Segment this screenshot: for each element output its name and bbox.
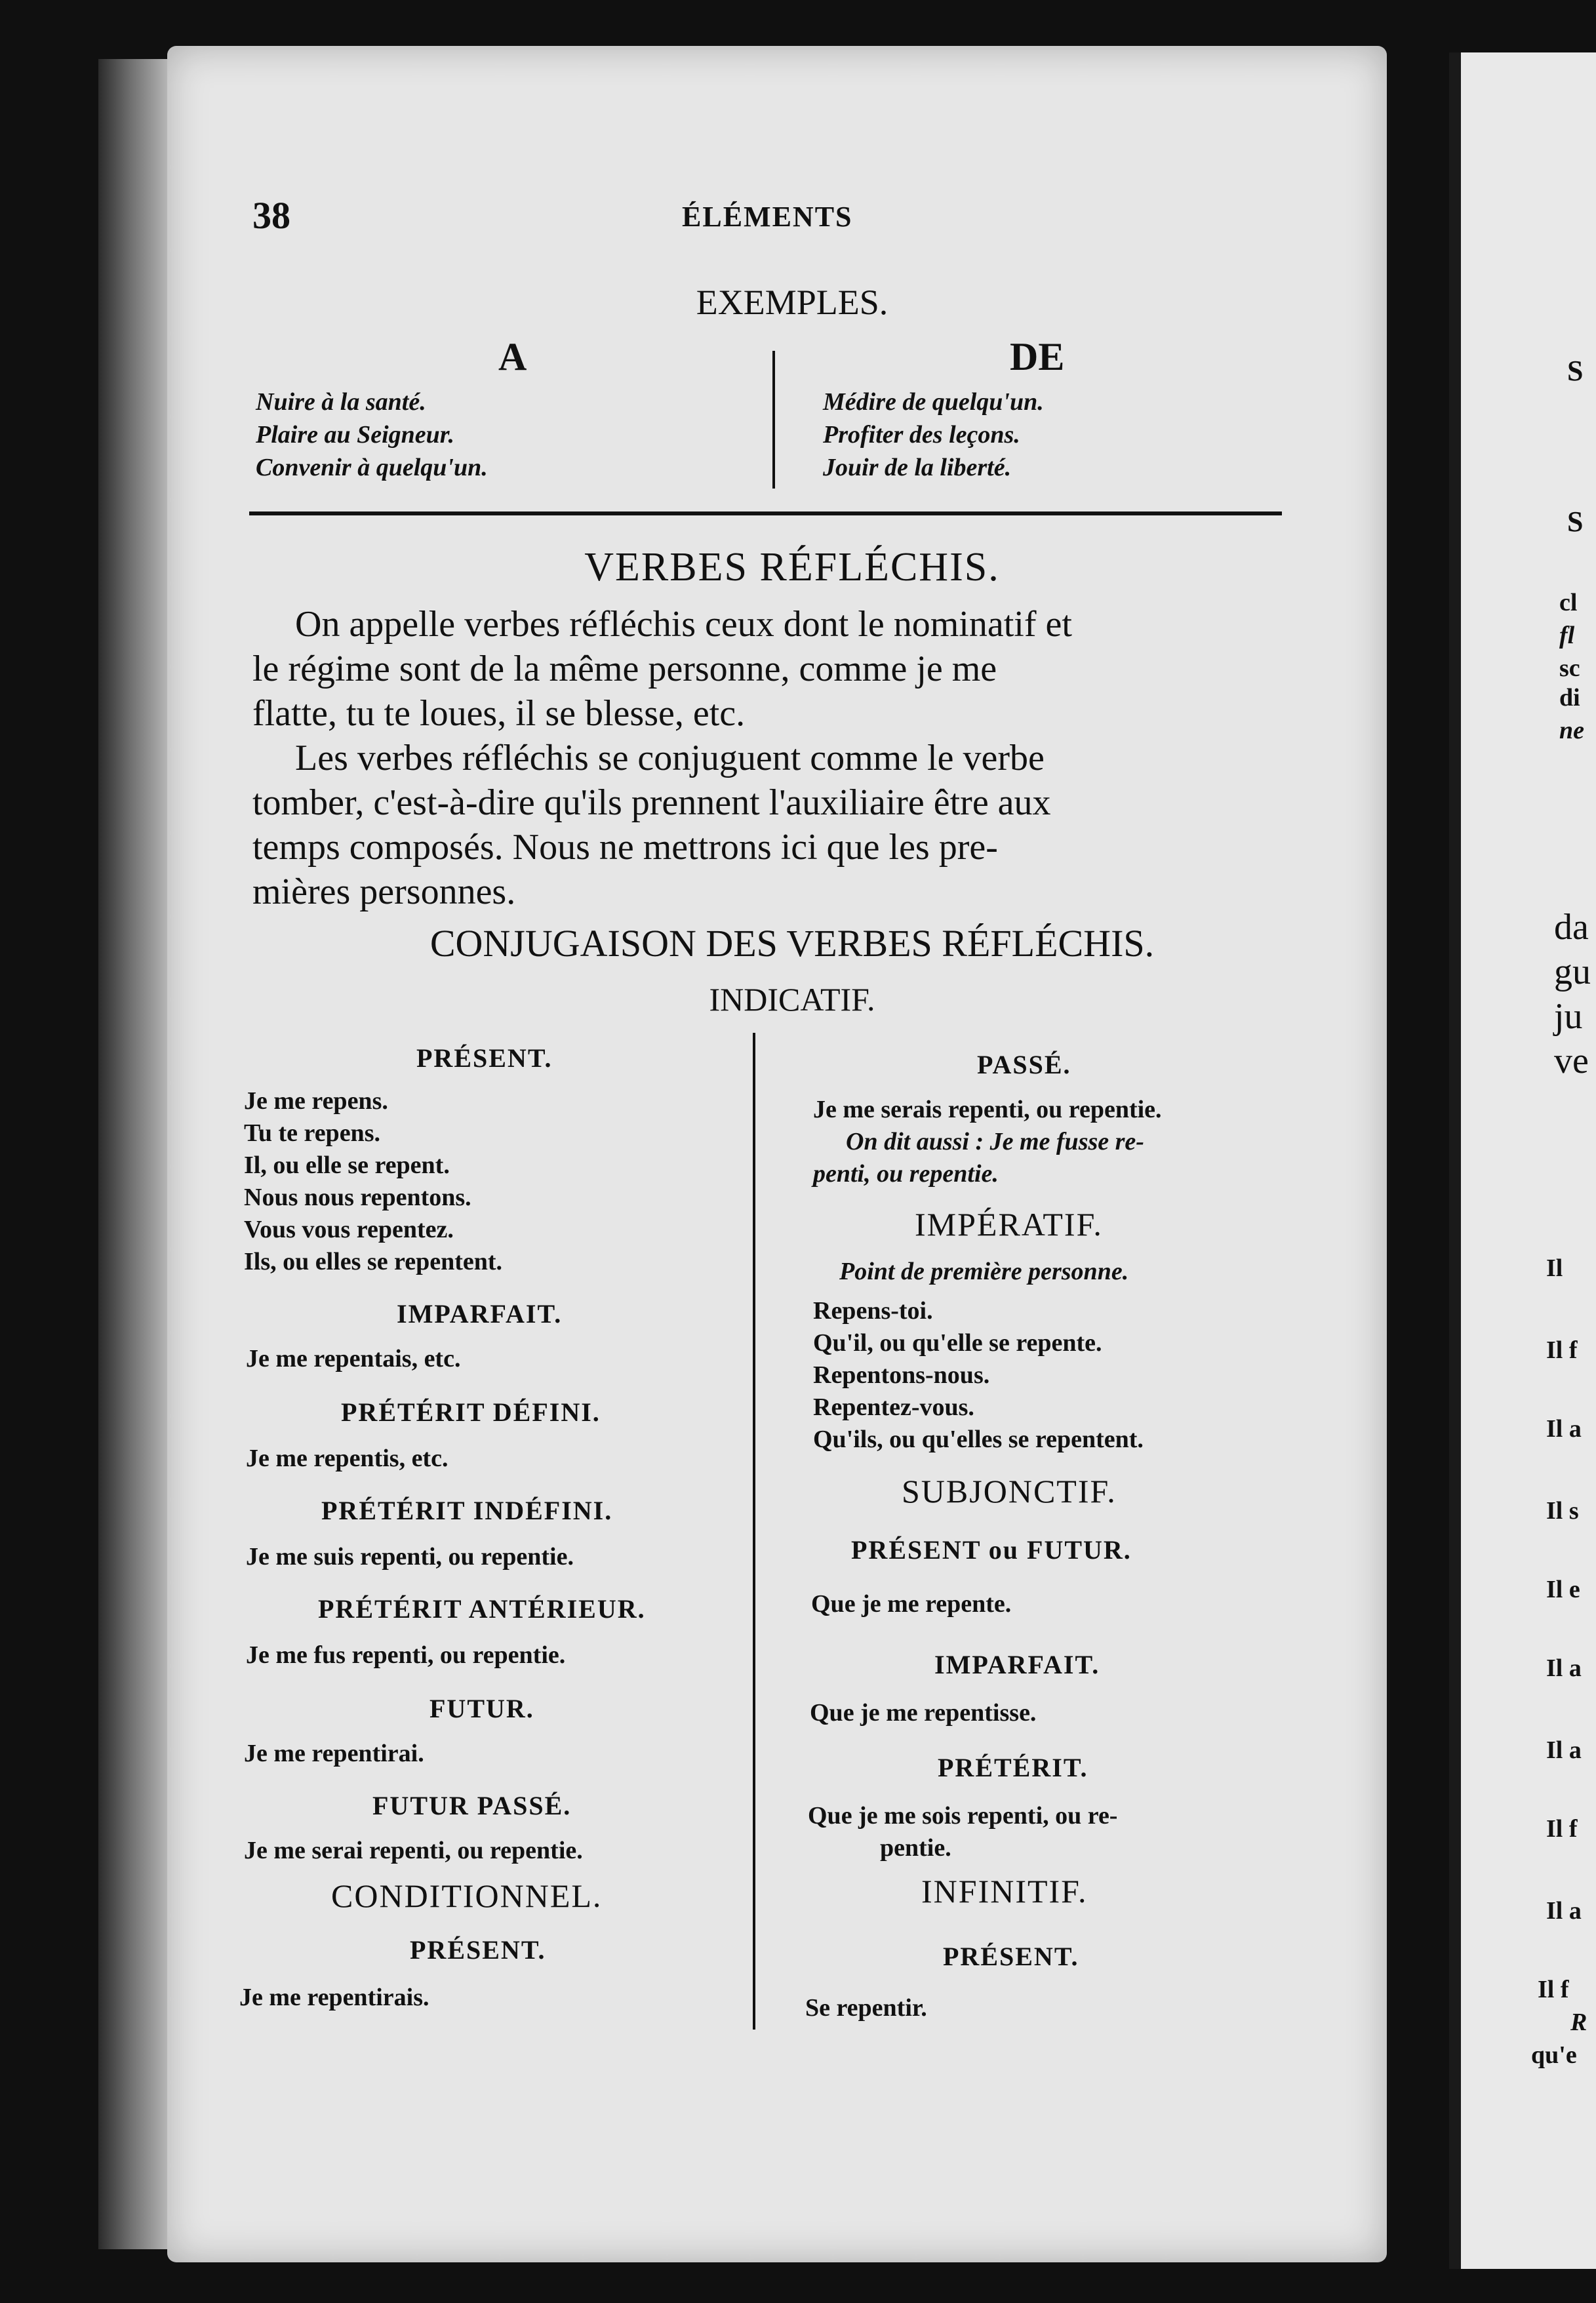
fragment-7: ne: [1559, 717, 1584, 744]
left-preterit-defini-line: Je me repentis, etc.: [246, 1445, 449, 1472]
conjugation-title: CONJUGAISON DES VERBES RÉFLÉCHIS.: [429, 922, 1155, 965]
fragment-11: ve: [1554, 1041, 1589, 1081]
present-line-6: Ils, ou elles se repentent.: [244, 1248, 503, 1275]
right-imperatif-title: IMPÉRATIF.: [915, 1206, 1103, 1243]
para2-line-3: temps composés. Nous ne mettrons ici que les pre-: [252, 827, 998, 868]
fragment-block: [1554, 905, 1591, 1083]
left-conditionnel-title: CONDITIONNEL.: [331, 1877, 603, 1914]
left-preterit-indefini-line: Je me suis repenti, ou repentie.: [246, 1543, 574, 1571]
preterit-line-1: Que je me sois repenti, ou re-: [808, 1802, 1118, 1830]
column-divider-top: [772, 351, 775, 489]
present-line-1: Je me repens.: [244, 1087, 388, 1115]
fragment-18: Il a: [1546, 1736, 1582, 1764]
fragment-4: fl: [1559, 622, 1575, 649]
fragment-16: Il e: [1546, 1576, 1580, 1603]
right-imparfait-title: IMPARFAIT.: [934, 1650, 1100, 1679]
right-imperatif-lines: [813, 1295, 1144, 1456]
imperatif-line-1: Repens-toi.: [813, 1297, 933, 1325]
left-preterit-anterieur-title: PRÉTÉRIT ANTÉRIEUR.: [318, 1594, 646, 1624]
imperatif-line-5: Qu'ils, ou qu'elles se repentent.: [813, 1426, 1144, 1453]
fragment-17: Il a: [1546, 1654, 1582, 1682]
example-de-1: Médire de quelqu'un.: [823, 388, 1044, 416]
example-a-3: Convenir à quelqu'un.: [256, 454, 488, 481]
paragraph-definition: [252, 602, 1285, 736]
right-subjonctif-title: SUBJONCTIF.: [902, 1473, 1117, 1510]
page-number: 38: [252, 194, 290, 237]
present-line-3: Il, ou elle se repent.: [244, 1152, 450, 1179]
column-a-heading: A: [498, 335, 527, 378]
fragment-12: Il: [1546, 1254, 1563, 1282]
passe-line-3: penti, ou repentie.: [813, 1160, 999, 1188]
paragraph-conjugation: [252, 736, 1285, 914]
left-preterit-anterieur-line: Je me fus repenti, ou repentie.: [246, 1641, 566, 1669]
right-infinitif-sub: PRÉSENT.: [943, 1942, 1079, 1971]
right-subjonctif-line: Que je me repente.: [811, 1590, 1012, 1618]
left-futur-passe-title: FUTUR PASSÉ.: [372, 1791, 572, 1820]
running-title: ÉLÉMENTS: [682, 201, 853, 233]
left-conditionnel-line: Je me repentirais.: [239, 1984, 429, 2011]
fragment-22: R: [1570, 2009, 1587, 2036]
right-passe-title: PASSÉ.: [977, 1050, 1071, 1079]
right-infinitif-line: Se repentir.: [805, 1994, 927, 2022]
present-line-4: Nous nous repentons.: [244, 1184, 471, 1211]
fragment-13: Il f: [1546, 1336, 1578, 1364]
fragment-23: qu'e: [1531, 2041, 1577, 2069]
fragment-2: S: [1567, 506, 1584, 538]
fragment-3: cl: [1559, 589, 1578, 616]
imperatif-line-2: Qu'il, ou qu'elle se repente.: [813, 1329, 1102, 1357]
left-futur-passe-line: Je me serai repenti, ou repentie.: [244, 1837, 583, 1864]
fragment-20: Il a: [1546, 1897, 1582, 1925]
para2-line-2: tomber, c'est-à-dire qu'ils prennent l'auxiliaire être aux: [252, 782, 1051, 823]
passe-line-1: Je me serais repenti, ou repentie.: [813, 1096, 1162, 1123]
section-title-reflexive: VERBES RÉFLÉCHIS.: [584, 545, 1000, 590]
column-de-heading: DE: [1010, 335, 1065, 378]
example-de-3: Jouir de la liberté.: [823, 454, 1012, 481]
section-rule: [249, 511, 1282, 515]
fragment-5: sc: [1559, 654, 1580, 682]
left-present-lines: [244, 1085, 502, 1278]
fragment-8: da: [1554, 907, 1589, 948]
right-subjonctif-sub: PRÉSENT ou FUTUR.: [851, 1535, 1132, 1565]
left-preterit-indefini-title: PRÉTÉRIT INDÉFINI.: [321, 1496, 613, 1525]
column-divider-main: [753, 1033, 755, 2030]
para1-line-3: flatte, tu te loues, il se blesse, etc.: [252, 693, 746, 734]
exemples-title: EXEMPLES.: [696, 283, 888, 322]
indicatif-title: INDICATIF.: [709, 981, 875, 1018]
right-preterit-title: PRÉTÉRIT.: [938, 1753, 1088, 1782]
right-infinitif-title: INFINITIF.: [921, 1873, 1088, 1910]
book-spine: [98, 59, 177, 2249]
passe-line-2: On dit aussi : Je me fusse re-: [846, 1128, 1144, 1155]
fragment-15: Il s: [1546, 1497, 1579, 1525]
examples-de-list: [823, 386, 1044, 484]
left-imparfait-line: Je me repentais, etc.: [246, 1345, 461, 1372]
left-preterit-defini-title: PRÉTÉRIT DÉFINI.: [341, 1397, 601, 1427]
para1-line-2: le régime sont de la même personne, comme je me: [252, 649, 997, 689]
present-line-5: Vous vous repentez.: [244, 1216, 454, 1243]
example-a-2: Plaire au Seigneur.: [256, 421, 454, 449]
examples-a-list: [256, 386, 488, 484]
left-present-title: PRÉSENT.: [416, 1043, 553, 1073]
para2-line-4: mières personnes.: [252, 871, 516, 912]
fragment-10: ju: [1554, 996, 1583, 1037]
left-futur-line: Je me repentirai.: [244, 1740, 424, 1767]
right-passe-lines: [813, 1094, 1162, 1190]
left-imparfait-title: IMPARFAIT.: [397, 1299, 563, 1329]
fragment-14: Il a: [1546, 1415, 1582, 1443]
right-imperatif-note: Point de première personne.: [839, 1258, 1129, 1285]
example-de-2: Profiter des leçons.: [823, 421, 1020, 449]
right-preterit-lines: [808, 1800, 1117, 1864]
para2-line-1: Les verbes réfléchis se conjuguent comme le verbe: [295, 738, 1045, 778]
fragment-19: Il f: [1546, 1815, 1578, 1843]
imperatif-line-3: Repentons-nous.: [813, 1361, 990, 1389]
fragment-9: gu: [1554, 951, 1591, 992]
present-line-2: Tu te repens.: [244, 1119, 380, 1147]
imperatif-line-4: Repentez-vous.: [813, 1393, 974, 1421]
para1-line-1: On appelle verbes réfléchis ceux dont le nominatif et: [295, 604, 1072, 645]
fragment-6: di: [1559, 684, 1580, 711]
right-imparfait-line: Que je me repentisse.: [810, 1699, 1037, 1727]
left-futur-title: FUTUR.: [429, 1694, 534, 1723]
fragment-21: Il f: [1538, 1976, 1569, 2003]
left-conditionnel-sub: PRÉSENT.: [410, 1935, 546, 1965]
example-a-1: Nuire à la santé.: [256, 388, 426, 416]
preterit-line-2: pentie.: [880, 1834, 951, 1862]
fragment-1: S: [1567, 355, 1584, 387]
